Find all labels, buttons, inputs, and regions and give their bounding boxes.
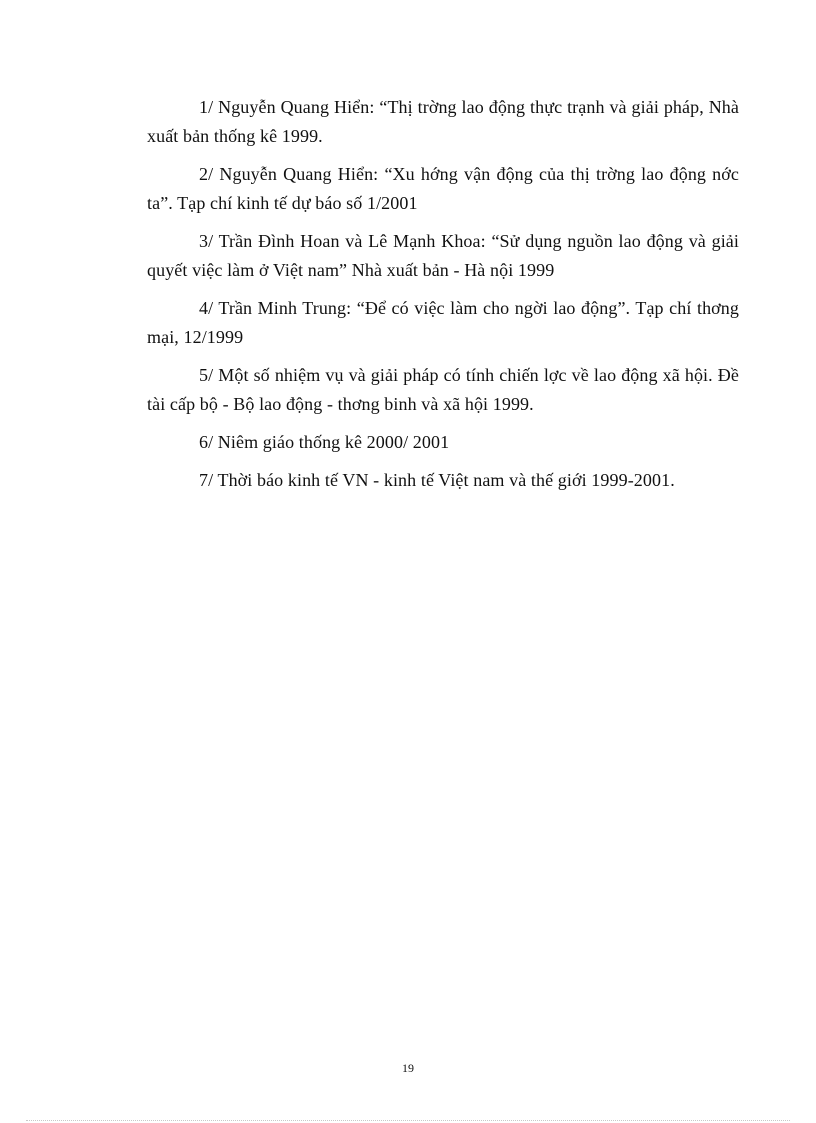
reference-item-6: 6/ Niêm giáo thống kê 2000/ 2001	[199, 432, 450, 452]
reference-item-5: 5/ Một số nhiệm vụ và giải pháp có tính chiến lợc về lao động xã hội. Đề tài cấp bộ - Bộ lao động - thơng binh và xã hội 1999.	[147, 365, 739, 414]
reference-item-3: 3/ Trần Đình Hoan và Lê Mạnh Khoa: “Sử dụng nguồn lao động và giải quyết việc làm ở Việt nam” Nhà xuất bản - Hà nội 1999	[147, 231, 739, 280]
reference-list	[147, 93, 739, 504]
reference-item-7: 7/ Thời báo kinh tế VN - kinh tế Việt nam và thế giới 1999-2001.	[199, 470, 675, 490]
page-bottom-divider	[26, 1120, 790, 1121]
page-number: 19	[402, 1061, 414, 1075]
reference-item-4: 4/ Trần Minh Trung: “Để có việc làm cho ngời lao động”. Tạp chí thơng mại, 12/1999	[147, 298, 739, 347]
reference-item-2: 2/ Nguyễn Quang Hiển: “Xu hớng vận động của thị trờng lao động nớc ta”. Tạp chí kinh tế dự báo số 1/2001	[147, 164, 739, 213]
reference-item-1: 1/ Nguyễn Quang Hiển: “Thị trờng lao động thực trạnh và giải pháp, Nhà xuất bản thống kê 1999.	[147, 97, 739, 146]
